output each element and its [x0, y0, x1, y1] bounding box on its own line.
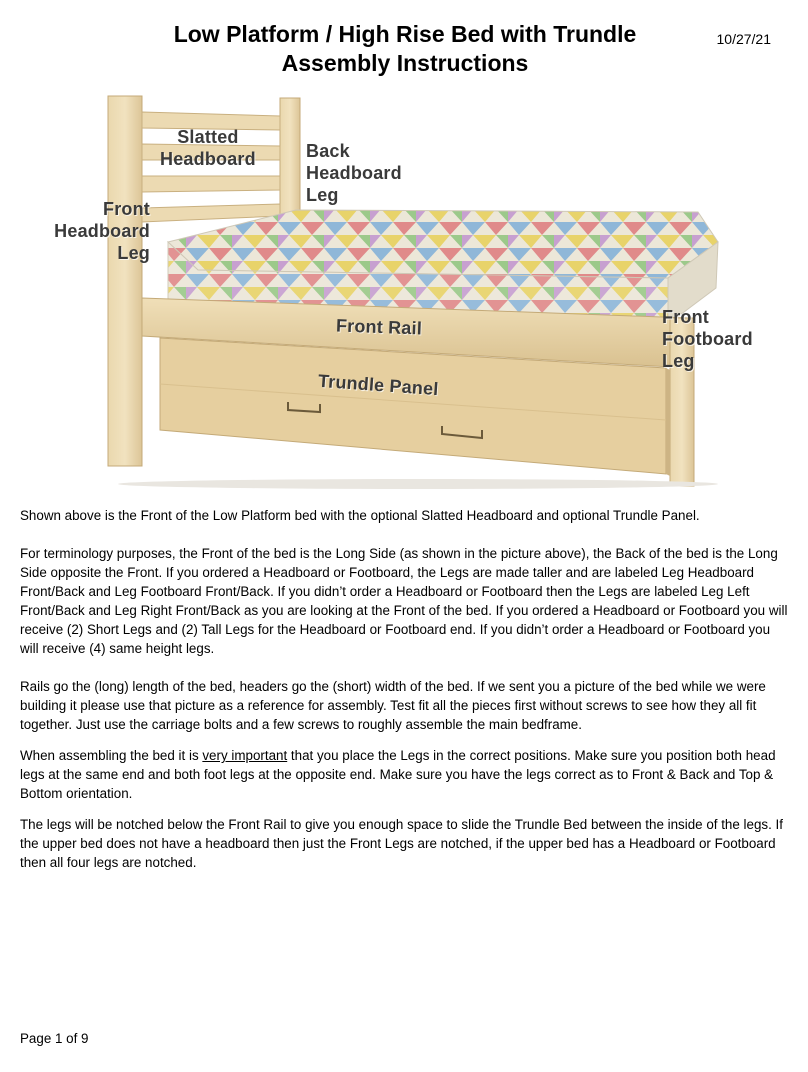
- bed-illustration: [48, 92, 770, 490]
- legs-position-end: that you place the Legs in the correct positions. Make sure you position both head legs at the same end and both foot legs at the opposite end. Make sure you have the legs correct as to Front & Back and Top & Bottom orientation.: [20, 748, 776, 801]
- label-front-footboard-leg: Front Footboard Leg: [662, 307, 753, 371]
- front-headboard-leg-shape: [108, 96, 142, 466]
- paragraph-legs-position: [20, 746, 792, 803]
- legs-position-start: When assembling the bed it is: [20, 748, 203, 763]
- mattress-top: [168, 210, 718, 278]
- page-title: [60, 20, 750, 78]
- very-important-emphasis: very important: [202, 748, 288, 763]
- document-date: 10/27/21: [716, 31, 771, 47]
- bed-photo: [48, 92, 770, 490]
- label-trundle-panel: Trundle Panel: [317, 370, 440, 400]
- paragraph-rails: Rails go the (long) length of the bed, headers go the (short) width of the bed. If we sent you a picture of the bed while we were building it please use that picture as a reference for assembly. Test fit all the pieces first without screws to see how they all fit together. Just use the carriage bolts and a few screws to roughly assemble the main bedframe.: [20, 679, 766, 732]
- title-line-2: Assembly Instructions: [281, 50, 529, 76]
- title-line-1: Low Platform / High Rise Bed with Trundle: [173, 21, 637, 47]
- label-slatted-headboard: Slatted Headboard: [160, 127, 256, 169]
- paragraph-terminology: For terminology purposes, the Front of the bed is the Long Side (as shown in the picture above), the Back of the bed is the Long Side opposite the Front. If you ordered a Headboard or Footboard, the Legs are made taller and are labeled Leg Headboard Front/Back and Leg Footboard Front/Back. If you didn’t order a Headboard or Footboard then the Legs are labeled Leg Left Front/Back and Leg Right Front/Back as you are looking at the Front of the bed. If you ordered a Headboard or Footboard you will receive (2) Short Legs and (2) Tall Legs for the Headboard or Footboard end. If you didn’t order a Headboard or Footboard you will receive (4) same height legs.: [20, 546, 788, 656]
- paragraph-intro: Shown above is the Front of the Low Platform bed with the optional Slatted Headboard and optional Trundle Panel.: [20, 508, 700, 523]
- label-front-headboard-leg: Front Headboard Leg: [54, 199, 150, 263]
- label-front-rail: Front Rail: [335, 315, 423, 339]
- label-back-headboard-leg: Back Headboard Leg: [306, 141, 402, 205]
- slat-3: [142, 176, 280, 192]
- back-headboard-leg-shape: [280, 98, 300, 218]
- page-number: Page 1 of 9: [20, 1031, 89, 1046]
- instructions-body: [20, 506, 792, 884]
- paragraph-notched-legs: The legs will be notched below the Front Rail to give you enough space to slide the Trundle Bed between the inside of the legs. If the upper bed does not have a headboard then just the Front Legs are notched, if the upper bed has a Headboard or Footboard then all four legs are notched.: [20, 817, 783, 870]
